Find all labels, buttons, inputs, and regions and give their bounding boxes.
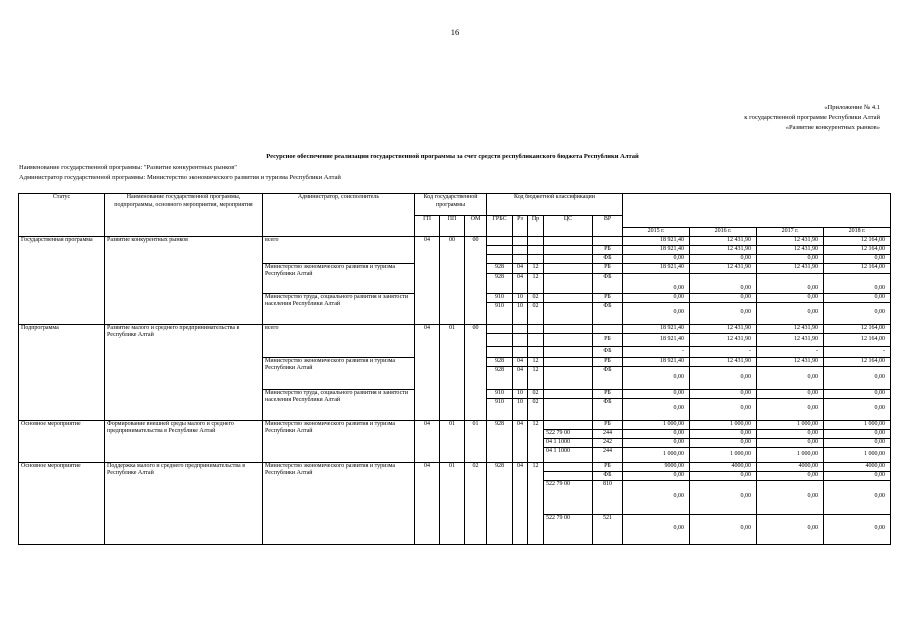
pr-cell: 12 (528, 273, 544, 293)
table-row (19, 462, 891, 471)
value-cell: 1 000,00 (824, 447, 891, 462)
vr-cell: РБ (593, 389, 623, 398)
status-cell: Основное мероприятие (19, 420, 105, 462)
vr-cell: 810 (593, 480, 623, 514)
grbs-cell: 910 (487, 302, 513, 324)
header-gp: ГП (415, 216, 440, 237)
vr-cell: РБ (593, 420, 623, 429)
value-cell: 4000,00 (690, 462, 757, 471)
value-cell: - (824, 346, 891, 357)
value-cell: 0,00 (757, 254, 824, 263)
grbs-cell: 910 (487, 293, 513, 302)
cs-cell: 04 1 1000 (544, 438, 593, 447)
pr-cell: 12 (528, 462, 544, 544)
admin-cell: Министерство экономического развития и туризма Республики Алтай (263, 462, 415, 544)
value-cell: 0,00 (690, 514, 757, 544)
name-cell: Поддержка малого и среднего предпринимательства в Республике Алтай (105, 462, 263, 544)
vr-cell: ФБ (593, 366, 623, 389)
value-cell: 0,00 (690, 366, 757, 389)
value-cell: 18 921,40 (623, 245, 690, 254)
grbs-cell: 910 (487, 389, 513, 398)
om-cell: 00 (465, 236, 487, 324)
rz-cell: 10 (513, 398, 528, 420)
grbs-cell: 928 (487, 263, 513, 273)
resource-table (18, 193, 891, 545)
header-name: Наименование государственной программы, подпрограммы, основного мероприятия, мероприятия (105, 194, 263, 237)
header-year: 2017 г. (757, 228, 824, 237)
value-cell: 0,00 (757, 429, 824, 438)
pr-cell: 02 (528, 302, 544, 324)
value-cell: 0,00 (690, 389, 757, 398)
table-row (19, 236, 891, 245)
vr-cell: РБ (593, 462, 623, 471)
value-cell: 9000,00 (623, 462, 690, 471)
value-cell: 12 164,00 (824, 263, 891, 273)
header-year: 2018 г. (824, 228, 891, 237)
value-cell: 0,00 (757, 480, 824, 514)
value-cell: 4000,00 (824, 462, 891, 471)
program-name: Наименование государственной программы: "Развитие конкурентных рынков" (19, 164, 237, 171)
value-cell: 0,00 (690, 429, 757, 438)
value-cell: 1 000,00 (757, 420, 824, 429)
value-cell: 0,00 (623, 254, 690, 263)
value-cell: 12 431,90 (690, 357, 757, 366)
cs-cell: 522 79 00 (544, 429, 593, 438)
value-cell: 12 431,90 (690, 245, 757, 254)
rz-cell: 04 (513, 357, 528, 366)
value-cell: 0,00 (757, 293, 824, 302)
table-row (19, 420, 891, 429)
gp-cell: 04 (415, 420, 440, 462)
value-cell: 0,00 (690, 273, 757, 293)
header-om: ОМ (465, 216, 487, 237)
value-cell: 0,00 (623, 389, 690, 398)
value-cell: 12 164,00 (824, 357, 891, 366)
pr-cell: 12 (528, 357, 544, 366)
rz-cell: 04 (513, 420, 528, 462)
value-cell: 1 000,00 (757, 447, 824, 462)
header-admin: Администратор, соисполнитель (263, 194, 415, 237)
header-code-program: Код государственной программы (415, 194, 487, 216)
value-cell: 12 431,90 (757, 236, 824, 245)
vr-cell: ФБ (593, 471, 623, 480)
value-cell: 0,00 (623, 293, 690, 302)
name-cell: Формирование внешней среды малого и среднего предпринимательства в Республике Алтай (105, 420, 263, 462)
pr-cell: 02 (528, 389, 544, 398)
gp-cell: 04 (415, 462, 440, 544)
vr-cell: РБ (593, 263, 623, 273)
value-cell: 0,00 (623, 273, 690, 293)
admin-cell: всего (263, 236, 415, 263)
value-cell: 12 431,90 (757, 357, 824, 366)
value-cell: 0,00 (824, 480, 891, 514)
vr-cell: РБ (593, 357, 623, 366)
admin-cell: Министерство труда, социального развития и занятости населения Республики Алтай (263, 293, 415, 324)
pp-cell: 01 (440, 324, 465, 420)
value-cell: 0,00 (690, 438, 757, 447)
value-cell: 12 431,90 (757, 333, 824, 346)
value-cell: 0,00 (757, 438, 824, 447)
value-cell: 1 000,00 (623, 420, 690, 429)
document-title: Ресурсное обеспечение реализации государственной программы за счет средств республиканского бюджета Республики Алтай (266, 153, 639, 160)
value-cell: 0,00 (623, 471, 690, 480)
status-cell: Государственная программа (19, 236, 105, 324)
pr-cell: 12 (528, 366, 544, 389)
grbs-cell: 928 (487, 357, 513, 366)
header-year: 2016 г. (690, 228, 757, 237)
header-grbs: ГРБС (487, 216, 513, 237)
rz-cell: 10 (513, 389, 528, 398)
value-cell: 12 164,00 (824, 324, 891, 333)
appendix-line: «Развитие конкурентных рынков» (785, 124, 880, 131)
vr-cell: РБ (593, 245, 623, 254)
header-pp: ПП (440, 216, 465, 237)
om-cell: 01 (465, 420, 487, 462)
vr-cell: ФБ (593, 273, 623, 293)
gp-cell: 04 (415, 324, 440, 420)
value-cell: 0,00 (757, 366, 824, 389)
value-cell: - (690, 346, 757, 357)
pr-cell: 02 (528, 398, 544, 420)
pr-cell: 12 (528, 263, 544, 273)
value-cell: 0,00 (623, 398, 690, 420)
table-row (19, 324, 891, 333)
vr-cell: ФБ (593, 346, 623, 357)
value-cell: - (757, 346, 824, 357)
cs-cell: 04 1 1000 (544, 447, 593, 462)
value-cell: 0,00 (757, 398, 824, 420)
value-cell: 18 921,40 (623, 333, 690, 346)
value-cell: 1 000,00 (690, 447, 757, 462)
appendix-block (580, 103, 880, 133)
value-cell: 0,00 (757, 389, 824, 398)
grbs-cell: 928 (487, 462, 513, 544)
status-cell: Подпрограмма (19, 324, 105, 420)
value-cell: 0,00 (824, 254, 891, 263)
value-cell: 18 921,40 (623, 357, 690, 366)
pp-cell: 01 (440, 462, 465, 544)
value-cell: 18 921,40 (623, 236, 690, 245)
header-cs: ЦС (544, 216, 593, 237)
value-cell: 0,00 (824, 514, 891, 544)
value-cell: 12 164,00 (824, 245, 891, 254)
value-cell: 0,00 (690, 471, 757, 480)
value-cell: 0,00 (824, 302, 891, 324)
value-cell: - (623, 346, 690, 357)
value-cell: 0,00 (824, 389, 891, 398)
value-cell: 0,00 (824, 471, 891, 480)
vr-cell: 521 (593, 514, 623, 544)
vr-cell: ФБ (593, 398, 623, 420)
rz-cell: 04 (513, 273, 528, 293)
value-cell: 0,00 (623, 302, 690, 324)
vr-cell: 244 (593, 447, 623, 462)
header-status: Статус (19, 194, 105, 237)
header-code-budget: Код бюджетной классификации (487, 194, 623, 216)
value-cell: 0,00 (623, 480, 690, 514)
name-cell: Развитие конкурентных рынков (105, 236, 263, 324)
value-cell: 0,00 (757, 302, 824, 324)
vr-cell: 244 (593, 429, 623, 438)
value-cell: 0,00 (824, 293, 891, 302)
pr-cell: 12 (528, 420, 544, 462)
value-cell: 0,00 (690, 293, 757, 302)
value-cell: 0,00 (824, 366, 891, 389)
vr-cell: ФБ (593, 302, 623, 324)
value-cell: 1 000,00 (824, 420, 891, 429)
program-administrator: Администратор государственной программы: Министерство экономического развития и туризма Республики Алтай (19, 174, 341, 181)
vr-cell: РБ (593, 293, 623, 302)
cs-cell: 522 79 00 (544, 514, 593, 544)
pp-cell: 01 (440, 420, 465, 462)
value-cell: 12 431,90 (690, 236, 757, 245)
rz-cell: 10 (513, 302, 528, 324)
value-cell: 18 921,40 (623, 263, 690, 273)
value-cell: 12 431,90 (757, 245, 824, 254)
admin-cell: Министерство экономического развития и туризма Республики Алтай (263, 357, 415, 389)
value-cell: 0,00 (824, 438, 891, 447)
header-year: 2015 г. (623, 228, 690, 237)
rz-cell: 10 (513, 293, 528, 302)
header-vr: ВР (593, 216, 623, 237)
header-rz: Рз (513, 216, 528, 237)
value-cell: 1 000,00 (623, 447, 690, 462)
value-cell: 0,00 (690, 398, 757, 420)
rz-cell: 04 (513, 366, 528, 389)
vr-cell: ФБ (593, 254, 623, 263)
admin-cell: всего (263, 324, 415, 357)
value-cell: 0,00 (824, 429, 891, 438)
value-cell: 0,00 (757, 471, 824, 480)
value-cell: 0,00 (757, 273, 824, 293)
value-cell: 12 164,00 (824, 333, 891, 346)
status-cell: Основное мероприятие (19, 462, 105, 544)
header-row (19, 194, 891, 216)
value-cell: 1 000,00 (690, 420, 757, 429)
pr-cell: 02 (528, 293, 544, 302)
value-cell: 12 431,90 (757, 324, 824, 333)
appendix-line: «Приложение № 4.1 (824, 104, 880, 111)
value-cell: 12 431,90 (690, 263, 757, 273)
rz-cell: 04 (513, 462, 528, 544)
grbs-cell: 928 (487, 273, 513, 293)
value-cell: 12 164,00 (824, 236, 891, 245)
value-cell: 12 431,90 (690, 324, 757, 333)
grbs-cell: 928 (487, 366, 513, 389)
value-cell: 0,00 (690, 480, 757, 514)
grbs-cell: 928 (487, 420, 513, 462)
value-cell: 0,00 (824, 273, 891, 293)
value-cell: 0,00 (623, 429, 690, 438)
value-cell: 4000,00 (757, 462, 824, 471)
value-cell: 0,00 (690, 302, 757, 324)
grbs-cell: 910 (487, 398, 513, 420)
value-cell: 0,00 (690, 254, 757, 263)
appendix-line: к государственной программе Республики Алтай (744, 114, 880, 121)
gp-cell: 04 (415, 236, 440, 324)
vr-cell: 242 (593, 438, 623, 447)
value-cell: 12 431,90 (690, 333, 757, 346)
page-number: 16 (450, 27, 460, 37)
om-cell: 00 (465, 324, 487, 420)
admin-cell: Министерство экономического развития и туризма Республики Алтай (263, 263, 415, 293)
admin-cell: Министерство труда, социального развития и занятости населения Республики Алтай (263, 389, 415, 420)
vr-cell: РБ (593, 333, 623, 346)
header-pr: Пр (528, 216, 544, 237)
pp-cell: 00 (440, 236, 465, 324)
value-cell: 0,00 (623, 514, 690, 544)
name-cell: Развитие малого и среднего предпринимательства в Республике Алтай (105, 324, 263, 420)
value-cell: 0,00 (623, 438, 690, 447)
admin-cell: Министерство экономического развития и туризма Республики Алтай (263, 420, 415, 462)
rz-cell: 04 (513, 263, 528, 273)
value-cell: 0,00 (824, 398, 891, 420)
value-cell: 18 921,40 (623, 324, 690, 333)
om-cell: 02 (465, 462, 487, 544)
value-cell: 0,00 (623, 366, 690, 389)
cs-cell: 522 79 00 (544, 480, 593, 514)
value-cell: 12 431,90 (757, 263, 824, 273)
value-cell: 0,00 (757, 514, 824, 544)
